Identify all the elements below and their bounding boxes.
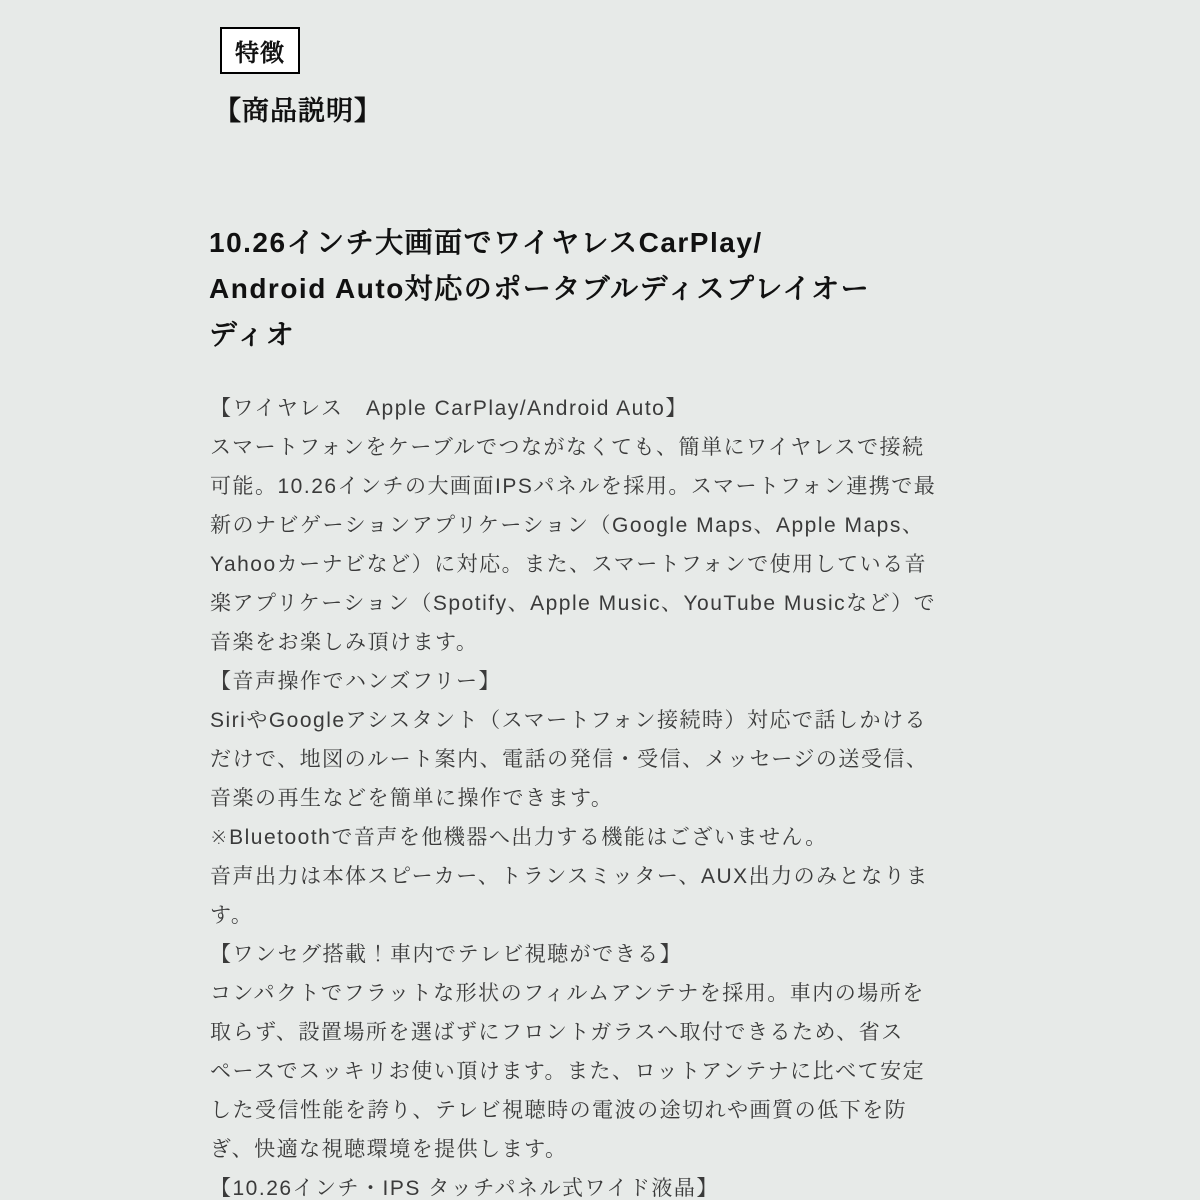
description-line: ペースでスッキリお使い頂けます。また、ロットアンテナに比べて安定: [210, 1060, 926, 1083]
feature-badge: 特徴: [220, 27, 300, 74]
description-line: 【ワンセグ搭載！車内でテレビ視聴ができる】: [210, 943, 683, 966]
product-title: [209, 220, 949, 358]
description-line: 楽アプリケーション（Spotify、Apple Music、YouTube Musicなど）で: [210, 592, 937, 615]
product-title-line: 10.26インチ大画面でワイヤレスCarPlay/: [209, 227, 763, 258]
description-line: Yahooカーナビなど）に対応。また、スマートフォンで使用している音: [210, 553, 928, 576]
description-line: 音声出力は本体スピーカー、トランスミッター、AUX出力のみとなりま: [210, 865, 929, 888]
description-line: した受信性能を誇り、テレビ視聴時の電波の途切れや画質の低下を防: [210, 1099, 908, 1122]
description-line: スマートフォンをケーブルでつながなくても、簡単にワイヤレスで接続: [210, 436, 925, 459]
description-line: す。: [210, 904, 254, 927]
description-line: 音楽をお楽しみ頂けます。: [210, 631, 479, 654]
description-line: 音楽の再生などを簡単に操作できます。: [210, 787, 614, 810]
description-line: 【10.26インチ・IPS タッチパネル式ワイド液晶】: [210, 1177, 719, 1200]
section-heading: 【商品説明】: [214, 96, 382, 126]
description-line: 【音声操作でハンズフリー】: [210, 670, 502, 693]
product-title-line: Android Auto対応のポータブルディスプレイオー: [209, 273, 871, 304]
description-line: 可能。10.26インチの大画面IPSパネルを採用。スマートフォン連携で最: [210, 475, 937, 498]
description-line: 新のナビゲーションアプリケーション（Google Maps、Apple Maps、: [210, 514, 925, 537]
description-line: 取らず、設置場所を選ばずにフロントガラスへ取付できるため、省ス: [210, 1021, 904, 1044]
description-line: 【ワイヤレス Apple CarPlay/Android Auto】: [210, 397, 688, 420]
description-line: コンパクトでフラットな形状のフィルムアンテナを採用。車内の場所を: [210, 982, 925, 1005]
description-line: だけで、地図のルート案内、電話の発信・受信、メッセージの送受信、: [210, 748, 929, 771]
description-line: SiriやGoogleアシスタント（スマートフォン接続時）対応で話しかける: [210, 709, 927, 732]
description-line: ぎ、快適な視聴環境を提供します。: [210, 1138, 568, 1161]
description-line: ※Bluetoothで音声を他機器へ出力する機能はございません。: [210, 826, 828, 849]
product-description: [210, 389, 950, 1200]
product-title-line: ディオ: [209, 319, 296, 350]
